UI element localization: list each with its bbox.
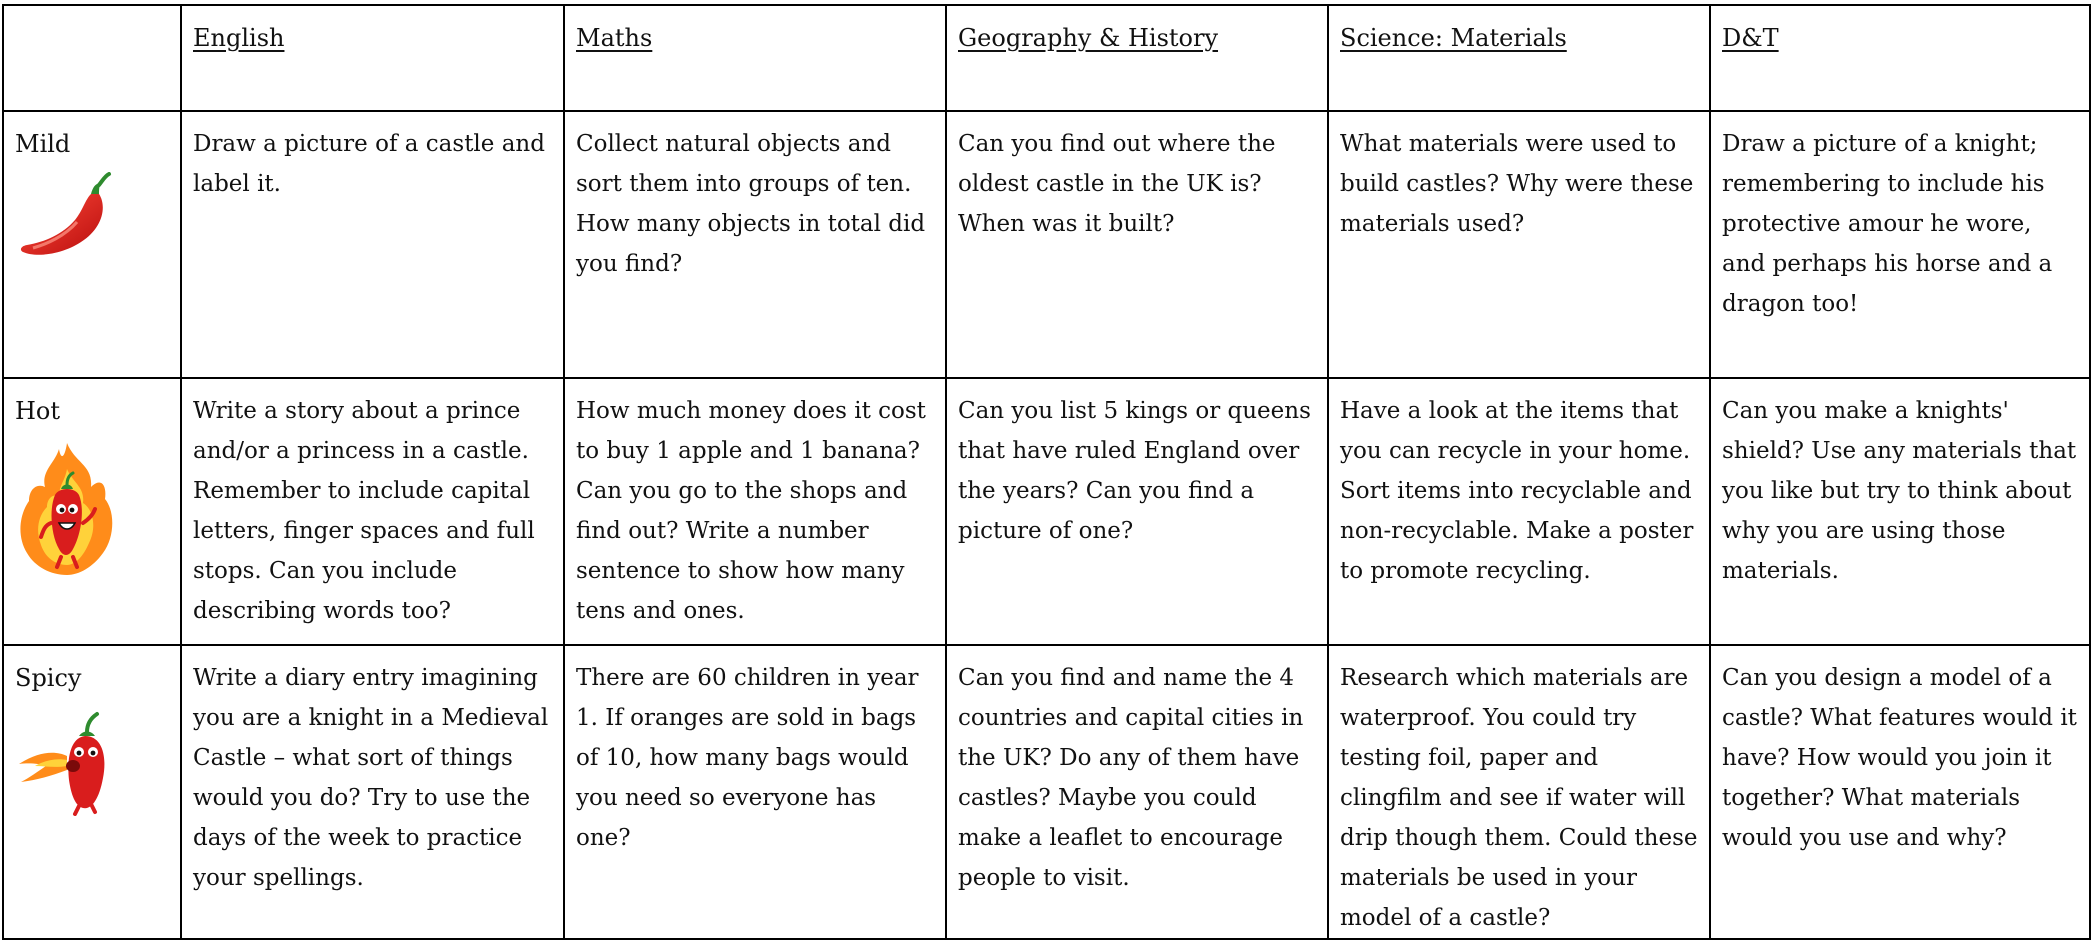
task-cell: Draw a picture of a knight; remembering to include his protective amour he wore, and perhaps his horse and a dragon too! [1710, 111, 2090, 378]
header-science-materials [1328, 5, 1710, 111]
task-cell: How much money does it cost to buy 1 apple and 1 banana? Can you go to the shops and find out? Write a number sentence to show how many tens and ones. [564, 378, 946, 645]
table-row-spicy [3, 645, 2090, 939]
task-cell: Can you list 5 kings or queens that have ruled England over the years? Can you find a picture of one? [946, 378, 1328, 645]
task-cell: Can you find out where the oldest castle in the UK is? When was it built? [946, 111, 1328, 378]
subject-heading: Maths [576, 24, 653, 52]
subject-heading: Geography & History [958, 24, 1219, 52]
task-cell: Can you find and name the 4 countries and capital cities in the UK? Do any of them have castles? Maybe you could make a leaflet to encourage people to visit. [946, 645, 1328, 939]
task-cell: Have a look at the items that you can recycle in your home. Sort items into recyclable and non-recyclable. Make a poster to promote recycling. [1328, 378, 1710, 645]
level-label-mild: Mild [15, 130, 71, 158]
task-cell: There are 60 children in year 1. If oranges are sold in bags of 10, how many bags would you need so everyone has one? [564, 645, 946, 939]
level-cell [3, 645, 181, 939]
header-maths [564, 5, 946, 111]
header-row [3, 5, 2090, 111]
subject-heading: D&T [1722, 24, 1779, 52]
task-cell: What materials were used to build castles? Why were these materials used? [1328, 111, 1710, 378]
task-cell: Collect natural objects and sort them into groups of ten. How many objects in total did you find? [564, 111, 946, 378]
red-chili-pepper-icon [15, 172, 170, 262]
header-geography-history [946, 5, 1328, 111]
corner-cell [3, 5, 181, 111]
fire-breathing-chili-pepper-icon [15, 706, 170, 816]
task-cell: Write a story about a prince and/or a princess in a castle. Remember to include capital letters, finger spaces and full stops. Can you include describing words too? [181, 378, 564, 645]
table-row-mild [3, 111, 2090, 378]
header-dt [1710, 5, 2090, 111]
task-cell: Write a diary entry imagining you are a knight in a Medieval Castle – what sort of things would you do? Try to use the days of the week to practice your spellings. [181, 645, 564, 939]
subject-heading: Science: Materials [1340, 24, 1567, 52]
header-english [181, 5, 564, 111]
flaming-chili-pepper-icon [15, 439, 170, 579]
level-label-hot: Hot [15, 397, 61, 425]
table-row-hot [3, 378, 2090, 645]
task-cell: Draw a picture of a castle and label it. [181, 111, 564, 378]
level-cell [3, 111, 181, 378]
task-cell: Can you design a model of a castle? What features would it have? How would you join it together? What materials would you use and why? [1710, 645, 2090, 939]
level-label-spicy: Spicy [15, 664, 82, 692]
homework-grid-table [2, 4, 2091, 940]
task-cell: Research which materials are waterproof. You could try testing foil, paper and clingfilm and see if water will drip though them. Could these materials be used in your model of a castle? [1328, 645, 1710, 939]
task-cell: Can you make a knights' shield? Use any materials that you like but try to think about why you are using those materials. [1710, 378, 2090, 645]
subject-heading: English [193, 24, 285, 52]
level-cell [3, 378, 181, 645]
